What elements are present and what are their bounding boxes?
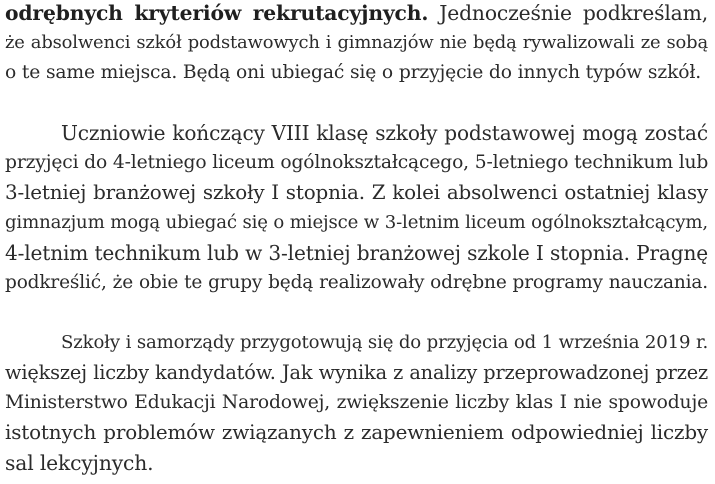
text-line: przyjęci do 4-letniego liceum ogólnokształcącego, 5-letniego technikum lub — [5, 152, 709, 173]
text-line: podkreślić, że obie te grupy będą realizowały odrębne programy nauczania. — [5, 272, 708, 293]
text-line: Szkoły i samorządy przygotowują się do przyjęcia od 1 września 2019 r. — [61, 332, 709, 353]
text-line: Uczniowie kończący VIII klasę szkoły podstawowej mogą zostać — [61, 121, 708, 145]
text-line: o te same miejsca. Będą oni ubiegać się o przyjęcie do innych typów szkół. — [5, 62, 702, 83]
text-line: sal lekcyjnych. — [5, 451, 154, 475]
text-line — [5, 0, 708, 28]
text-line: Ministerstwo Edukacji Narodowej, zwiększenie liczby klas I nie spowoduje — [5, 392, 708, 413]
text-line: większej liczby kandydatów. Jak wynika z analizy przeprowadzonej przez — [5, 361, 708, 384]
paragraph-1 — [5, 0, 708, 88]
line-text: Jednocześnie podkreślam, — [428, 1, 708, 25]
bold-phrase: odrębnych kryteriów rekrutacyjnych. — [5, 1, 429, 25]
text-line: że absolwenci szkół podstawowych i gimnazjów nie będą rywalizowali ze sobą — [5, 32, 708, 53]
paragraph-3 — [5, 328, 708, 478]
text-line: gimnazjum mogą ubiegać się o miejsce w 3-letnim liceum ogólnokształcącym, — [5, 212, 708, 233]
text-line: 3-letniej branżowej szkoły I stopnia. Z kolei absolwenci ostatniej klasy — [5, 181, 708, 204]
text-line: istotnych problemów związanych z zapewnieniem odpowiedniej liczby — [5, 421, 708, 444]
text-line: 4-letnim technikum lub w 3-letniej branżowej szkole I stopnia. Pragnę — [5, 241, 708, 265]
paragraph-2 — [5, 118, 708, 298]
